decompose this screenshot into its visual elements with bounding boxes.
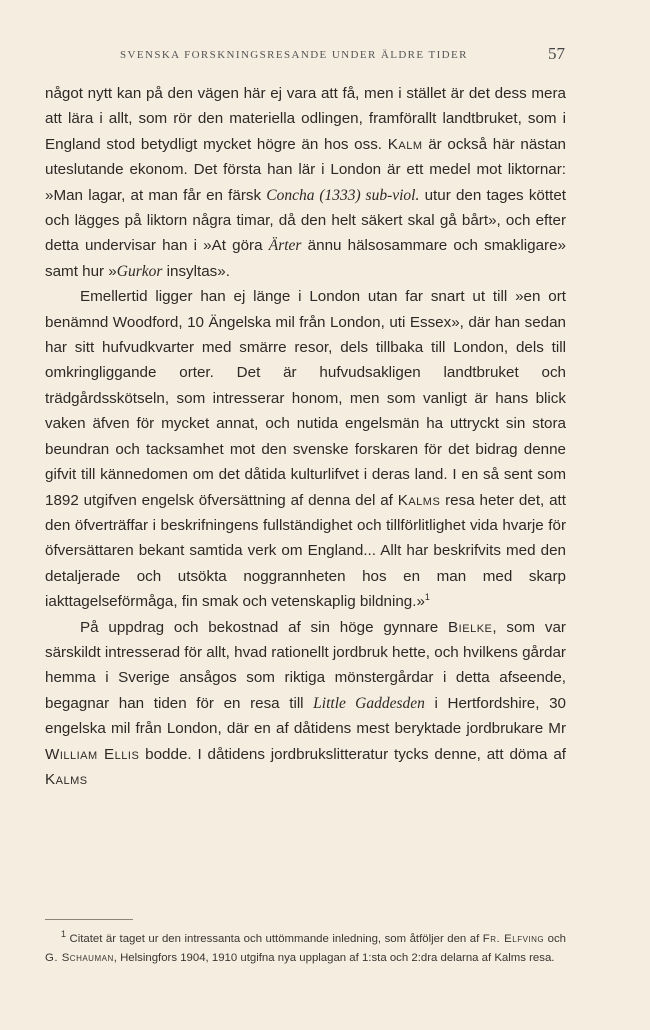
- text-span: Citatet är taget ur den intressanta och uttömmande inledning, som åtföljer den af: [69, 933, 480, 945]
- paragraph-2: [45, 284, 566, 614]
- text-span: , Helsingfors 1904, 1910 utgifna nya upplagan af 1:sta och 2:dra delarna af Kalms resa.: [113, 952, 555, 965]
- paragraph-3: [45, 615, 566, 793]
- italic-term: Concha (1333) sub-viol.: [266, 186, 420, 204]
- person-name: Bielke: [448, 618, 493, 636]
- text-span: i Hertfordshire, 30 engelska mil från London, där en af dåtidens mest beryktade jordbrukare Mr: [45, 694, 566, 738]
- text-span: resa heter det, att den öfverträffar i beskrifningens fullständighet och tillförlitlighet vida hvarje för öfversättaren bekant samtida verk om England... Allt har beskrifvits med den detaljerade och utsökta noggrannheten hos en man med skarp iakttagelseförmåga, fin smak och vetenskaplig bildning.»: [45, 491, 566, 611]
- text-span: På uppdrag och bekostnad af sin höge gynnare: [80, 618, 439, 636]
- person-name: Kalms: [45, 770, 88, 788]
- running-title: SVENSKA FORSKNINGSRESANDE UNDER ÄLDRE TIDER: [120, 49, 468, 61]
- person-name: Kalm: [387, 135, 423, 153]
- text-span: Emellertid ligger han ej länge i London utan far snart ut till »en ort benämnd Woodford, 10 Ängelska mil från London, uti Essex», där han sedan har sitt hufvudkvarter med smärre resor, dels tillbaka till London, dels till omkringliggande orter. Det är hufvudsakligen landtbruket och trädgårdsskötseln, som intresserar honom, men som vanligt är hans blick vaken äfven för mycket annat, och nutida engelsmän ha uttryckt sin stora beundran och tacksamhet mot den svenske forskaren för det bidrag denne gifvit till kännedomen om det dåtida kulturlifvet i deras land. I en så sent som 1892 utgifven engelsk öfversättning af denna del af: [45, 288, 566, 509]
- footnote-mark: 1: [61, 929, 67, 940]
- page-number: 57: [548, 44, 565, 63]
- person-name: William Ellis: [45, 745, 140, 763]
- text-span: bodde. I dåtidens jordbrukslitteratur tycks denne, att döma af: [145, 745, 566, 763]
- text-span: insyltas».: [166, 262, 230, 280]
- text-span: , som var särskildt intresserad för allt, hvad rationellt jordbruk hette, och hvilkens gårdar hemma i Sverige ansågos som riktiga mönstergårdar i detta afseende, begagnar han tiden för en resa till: [45, 618, 566, 712]
- text-span: och: [547, 933, 567, 945]
- footnote-divider: [45, 919, 133, 920]
- text-span: ännu hälsosammare och smakligare» samt hur »: [45, 237, 566, 280]
- person-name: Fr. Elfving: [482, 933, 545, 945]
- italic-term: Ärter: [268, 237, 302, 255]
- text-span: utur den tages köttet och lägges på liktorn några timar, då den helt säkert skal gå bårt», och efter detta undervisar han i »At göra: [45, 186, 566, 255]
- footnote: [45, 930, 566, 969]
- text-span: något nytt kan på den vägen här ej vara att få, men i stället är det dess mera att lära i allt, som rör den materiella odlingen, framförallt landtbruket, som i England stod betydligt mycket högre än hos oss.: [45, 85, 566, 153]
- person-name: G. Schauman: [45, 952, 114, 965]
- footnote-reference: 1: [424, 592, 430, 603]
- text-span: är också här nästan uteslutande ekonom. Det första han lär i London är ett medel mot liktornar: »Man lagar, at man får en färsk: [45, 135, 566, 204]
- italic-term: Gurkor: [116, 262, 163, 280]
- main-text: [45, 81, 566, 792]
- person-name: Kalms: [397, 491, 441, 509]
- paragraph-1: [45, 81, 566, 284]
- place-name: Little Gaddesden: [313, 694, 425, 712]
